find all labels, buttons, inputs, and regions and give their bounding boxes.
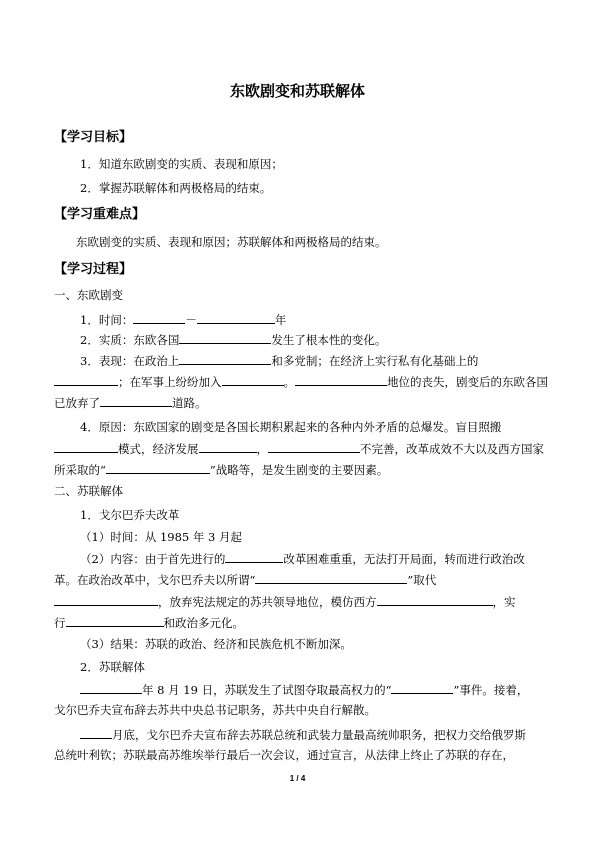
blank bbox=[197, 312, 275, 324]
p1-line-strategy: 所采取的“ ”战略等，是发生剧变的主要因素。 bbox=[54, 463, 389, 477]
goal-item-2: 2．掌握苏联解体和两极格局的结束。 bbox=[80, 181, 272, 195]
blank bbox=[179, 353, 271, 365]
p2-dissolution-line4: 总统叶利钦；苏联最高苏维埃举行最后一次会议，通过宣言，从法律上终止了苏联的存在， bbox=[54, 748, 514, 762]
p2-reform-content: （2）内容：由于首先进行的 改革困难重重，无法打开局面，转而进行政治改 bbox=[80, 552, 525, 566]
blank bbox=[268, 441, 360, 453]
p1-line-model: 模式，经济发展 ， 不完善，改革成效不大以及西方国家 bbox=[54, 441, 544, 456]
blank bbox=[80, 727, 112, 739]
blank bbox=[255, 572, 407, 584]
p1-line-time: 1．时间： － 年 bbox=[80, 313, 287, 327]
goal-item-1: 1．知道东欧剧变的实质、表现和原因； bbox=[80, 157, 283, 171]
blank bbox=[199, 441, 257, 453]
blank bbox=[222, 374, 284, 386]
page-title: 东欧剧变和苏联解体 bbox=[229, 82, 365, 100]
p1-line-manifest: 3．表现：在政治上 和多党制；在经济上实行私有化基础上的 bbox=[80, 354, 479, 368]
p1-line-essence: 2．实质：东欧各国 发生了根本性的变化。 bbox=[80, 333, 387, 347]
p1-line-cause: 4．原因：东欧国家的剧变是各国长期积累起来的各种内外矛盾的总爆发。盲目照搬 bbox=[80, 420, 502, 434]
p1-line-road: 已放弃了 道路。 bbox=[54, 396, 207, 410]
p2-sub-reform: 1．戈尔巴乔夫改革 bbox=[80, 508, 180, 522]
p2-dissolution-line1: 年 8 月 19 日，苏联发生了试图夺取最高权力的“ ”事件。接着， bbox=[80, 682, 528, 697]
key-points-heading: 【学习重难点】 bbox=[54, 207, 146, 222]
p2-reform-line2: 革。在政治改革中，戈尔巴乔夫以所谓“ ”取代 bbox=[54, 573, 437, 587]
p1-line-military: ；在军事上纷纷加入 。 地位的丧失，剧变后的东欧各国 bbox=[54, 374, 548, 389]
blank bbox=[377, 594, 493, 606]
blank bbox=[295, 374, 387, 386]
blank bbox=[54, 441, 118, 453]
p2-reform-line3: ，放弃宪法规定的苏共领导地位，模仿西方 ，实 bbox=[54, 594, 516, 609]
p2-dissolution-line2: 戈尔巴乔夫宣布辞去苏共中央总书记职务，苏共中央自行解散。 bbox=[54, 703, 376, 717]
part1-heading: 一、东欧剧变 bbox=[54, 288, 123, 302]
p2-sub-dissolution: 2．苏联解体 bbox=[80, 660, 145, 674]
blank bbox=[54, 374, 118, 386]
part2-heading: 二、苏联解体 bbox=[54, 484, 123, 498]
p2-reform-line4: 行 和政治多元化。 bbox=[54, 616, 244, 630]
blank bbox=[133, 312, 185, 324]
p2-reform-time: （1）时间：从 1985 年 3 月起 bbox=[80, 530, 243, 544]
goals-heading: 【学习目标】 bbox=[54, 130, 133, 145]
blank bbox=[225, 551, 283, 563]
blank bbox=[100, 395, 172, 407]
blank bbox=[54, 594, 158, 606]
blank bbox=[66, 615, 164, 627]
p2-reform-result: （3）结果：苏联的政治、经济和民族危机不断加深。 bbox=[80, 637, 352, 651]
blank bbox=[179, 332, 271, 344]
key-points-text: 东欧剧变的实质、表现和原因；苏联解体和两极格局的结束。 bbox=[76, 235, 387, 249]
p2-dissolution-line3: 月底，戈尔巴乔夫宣布辞去苏联总统和武装力量最高统帅职务，把权力交给俄罗斯 bbox=[80, 727, 526, 742]
blank bbox=[80, 682, 142, 694]
page-number: 1 / 4 bbox=[289, 774, 306, 783]
process-heading: 【学习过程】 bbox=[54, 262, 133, 277]
blank bbox=[106, 462, 210, 474]
blank bbox=[391, 682, 453, 694]
